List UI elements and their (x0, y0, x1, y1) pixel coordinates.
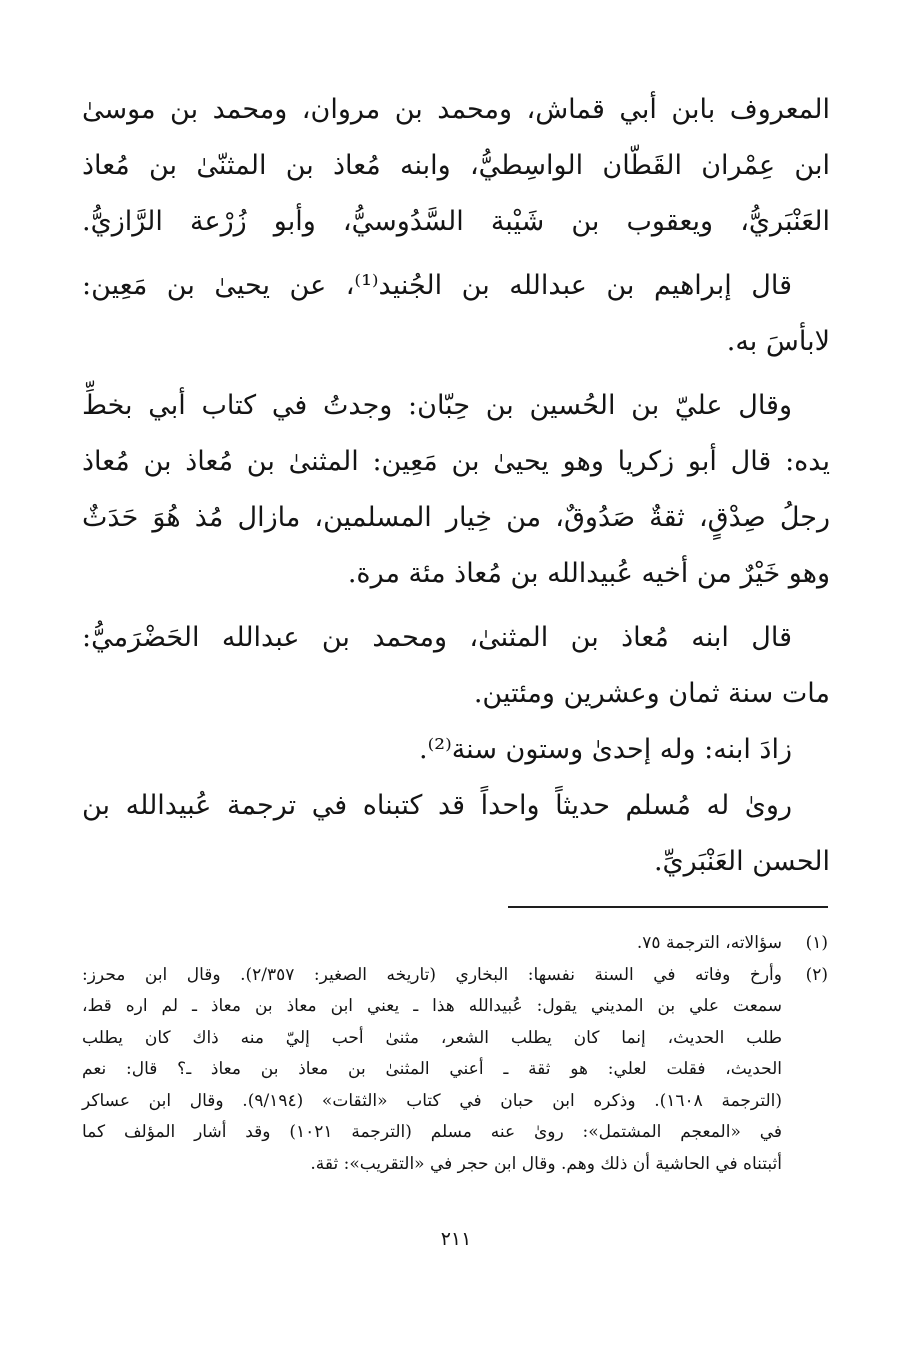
paragraph-gap (82, 370, 830, 378)
text-line: قال ابنه مُعاذ بن المثنىٰ، ومحمد بن عبدالله الحَضْرَميُّ: (82, 622, 792, 653)
footnote-line: طلب الحديث، إنما كان يطلب الشعر، مثنىٰ أحب إليّ منه ذاك كان يطلب (82, 1027, 782, 1048)
footnote-line: وأرخ وفاته في السنة نفسها: البخاري (تاريخه الصغير: ٢/٣٥٧). وقال ابن محرز: (82, 964, 782, 985)
paragraph-gap (82, 250, 830, 258)
text-line: وقال عليّ بن الحُسين بن حِبّان: وجدتُ في كتاب أبي بخطِّ (82, 390, 792, 421)
text-line: لابأسَ به. (726, 326, 830, 357)
text-line: المعروف بابن أبي قماش، ومحمد بن مروان، ومحمد بن موسىٰ (82, 94, 830, 125)
footnotes (82, 928, 828, 1180)
footnote-body (82, 928, 782, 960)
footnote-number: (١) (805, 933, 828, 953)
text-line: روىٰ له مُسلم حديثاً واحداً قد كتبناه في ترجمة عُبيدالله بن (82, 790, 792, 821)
footnote-line: سؤالاته، الترجمة ٧٥. (636, 933, 782, 953)
text-line: مات سنة ثمان وعشرين ومئتين. (473, 678, 830, 709)
text-line: الحسن العَنْبَريِّ. (653, 846, 830, 877)
main-text (82, 82, 830, 890)
text-line: يده: قال أبو زكريا وهو يحيىٰ بن مَعِين: المثنىٰ بن مُعاذ بن مُعاذ (82, 446, 830, 477)
text-line: ابن عِمْران القَطّان الواسِطيُّ، وابنه مُعاذ بن المثنّىٰ بن مُعاذ (82, 150, 830, 181)
footnote-body (82, 960, 782, 1181)
footnote-line: سمعت علي بن المديني يقول: عُبيدالله هذا ـ يعني ابن معاذ بن معاذ ـ لم اره قط، (82, 996, 782, 1016)
footnote-line: الحديث، فقلت لعلي: هو ثقة ـ أعني المثنىٰ بن معاذ بن معاذ ـ؟ قال: نعم (82, 1059, 782, 1079)
text-line: قال إبراهيم بن عبدالله بن الجُنيد⁽¹⁾، عن يحيىٰ بن مَعِين: (82, 270, 792, 301)
footnote-number: (٢) (805, 964, 828, 985)
footnote (82, 960, 828, 1181)
text-line: وهو خَيْرٌ من أخيه عُبيدالله بن مُعاذ مئة مرة. (347, 558, 830, 589)
paragraph-gap (82, 602, 830, 610)
footnote-line: أثبتناه في الحاشية أن ذلك وهم. وقال ابن حجر في «التقريب»: ثقة. (310, 1153, 782, 1174)
footnote (82, 928, 828, 960)
text-line: رجلُ صِدْقٍ، ثقةٌ صَدُوقٌ، من خِيار المسلمين، مازال مُذ هُوَ حَدَثٌ (82, 502, 830, 533)
footnote-separator (508, 906, 828, 908)
footnote-line: في «المعجم المشتمل»: روىٰ عنه مسلم (الترجمة ١٠٢١) وقد أشار المؤلف كما (82, 1122, 782, 1142)
text-line: العَنْبَريُّ، ويعقوب بن شَيْبة السَّدُوسيُّ، وأبو زُرْعة الرَّازيُّ. (82, 206, 830, 237)
text-line: زادَ ابنه: وله إحدىٰ وستون سنة⁽²⁾. (419, 734, 792, 765)
page-number: ٢١١ (440, 1228, 472, 1250)
footnote-line: (الترجمة ١٦٠٨). وذكره ابن حبان في كتاب «الثقات» (٩/١٩٤). وقال ابن عساكر (82, 1090, 782, 1111)
